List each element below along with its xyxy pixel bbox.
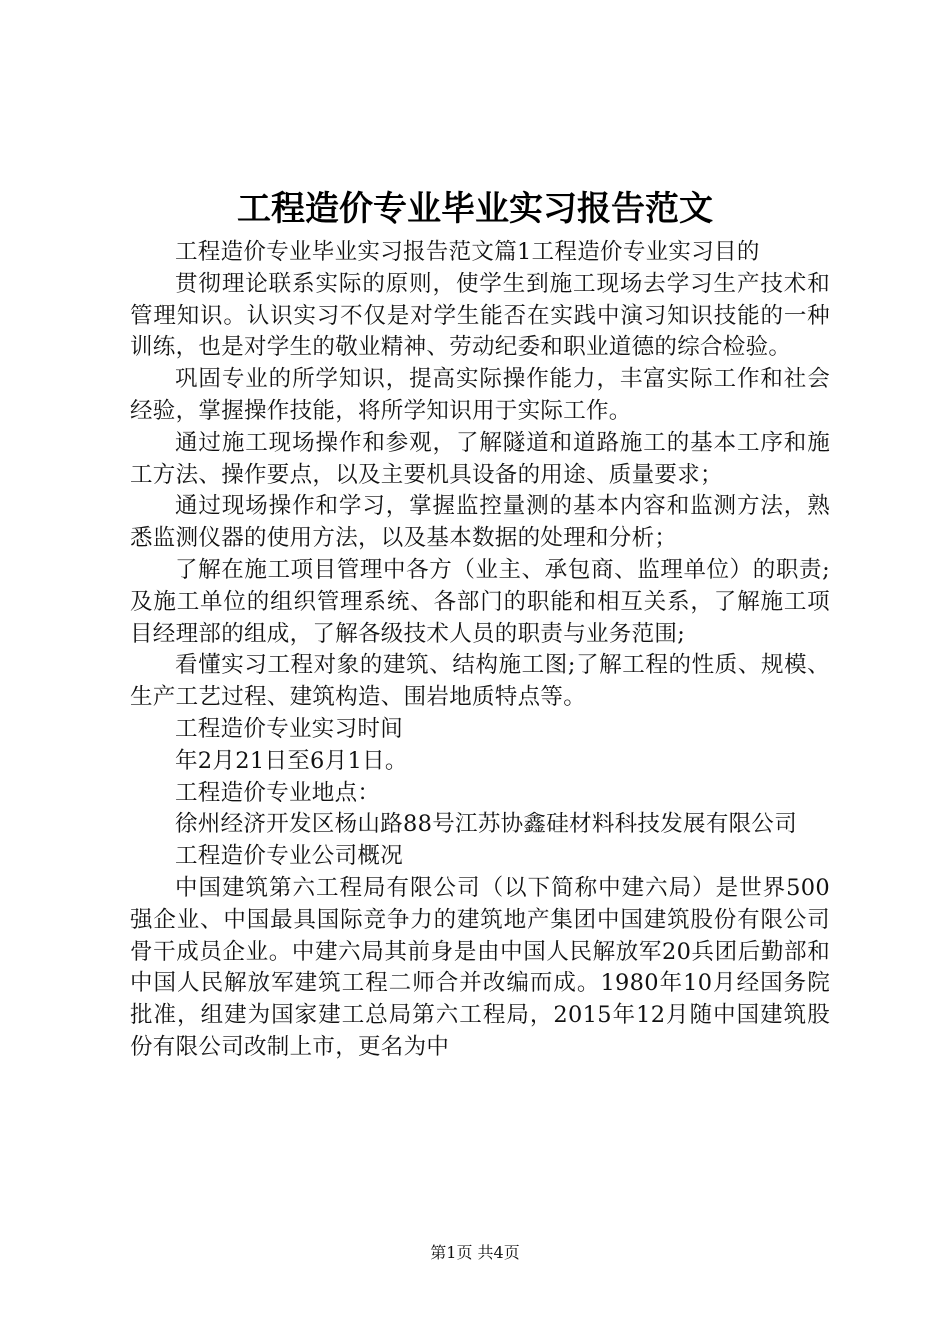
page-footer: 第1页 共4页 <box>430 1243 520 1262</box>
paragraph-company-overview: 中国建筑第六工程局有限公司（以下简称中建六局）是世界500强企业、中国最具国际竞争力的建筑地产集团中国建筑股份有限公司骨干成员企业。中建六局其前身是由中国人民解放军20兵团后勤部和中国人民解放军建筑工程二师合并改编而成。1980年10月经国务院批准，组建为国家建工总局第六工程局，2015年12月随中国建筑股份有限公司改制上市，更名为中 <box>130 874 830 1060</box>
paragraph-location-heading: 工程造价专业地点： <box>175 779 381 806</box>
paragraph-purpose-4: 通过现场操作和学习，掌握监控量测的基本内容和监测方法，熟悉监测仪器的使用方法，以及基本数据的处理和分析； <box>130 493 830 552</box>
paragraph-purpose-1: 贯彻理论联系实际的原则，使学生到施工现场去学习生产技术和管理知识。认识实习不仅是对学生能否在实践中演习知识技能的一种训练，也是对学生的敬业精神、劳动纪委和职业道德的综合检验。 <box>130 270 830 361</box>
document-body <box>130 237 830 1064</box>
document-title: 工程造价专业毕业实习报告范文 <box>237 189 713 229</box>
paragraph-company-heading: 工程造价专业公司概况 <box>175 843 404 870</box>
paragraph-purpose-2: 巩固专业的所学知识，提高实际操作能力，丰富实际工作和社会经验，掌握操作技能，将所学知识用于实际工作。 <box>130 366 830 424</box>
paragraph-intro: 工程造价专业毕业实习报告范文篇1工程造价专业实习目的 <box>175 239 760 265</box>
paragraph-purpose-5: 了解在施工项目管理中各方（业主、承包商、监理单位）的职责;及施工单位的组织管理系统、各部门的职能和相互关系，了解施工项目经理部的组成，了解各级技术人员的职责与业务范围; <box>130 556 830 647</box>
paragraph-purpose-6: 看懂实习工程对象的建筑、结构施工图;了解工程的性质、规模、生产工艺过程、建筑构造、围岩地质特点等。 <box>130 652 830 711</box>
paragraph-purpose-3: 通过施工现场操作和参观，了解隧道和道路施工的基本工序和施工方法、操作要点，以及主要机具设备的用途、质量要求； <box>130 429 830 488</box>
paragraph-time: 年2月21日至6月1日。 <box>175 747 408 774</box>
paragraph-time-heading: 工程造价专业实习时间 <box>175 715 404 742</box>
paragraph-location: 徐州经济开发区杨山路88号江苏协鑫硅材料科技发展有限公司 <box>175 811 798 838</box>
